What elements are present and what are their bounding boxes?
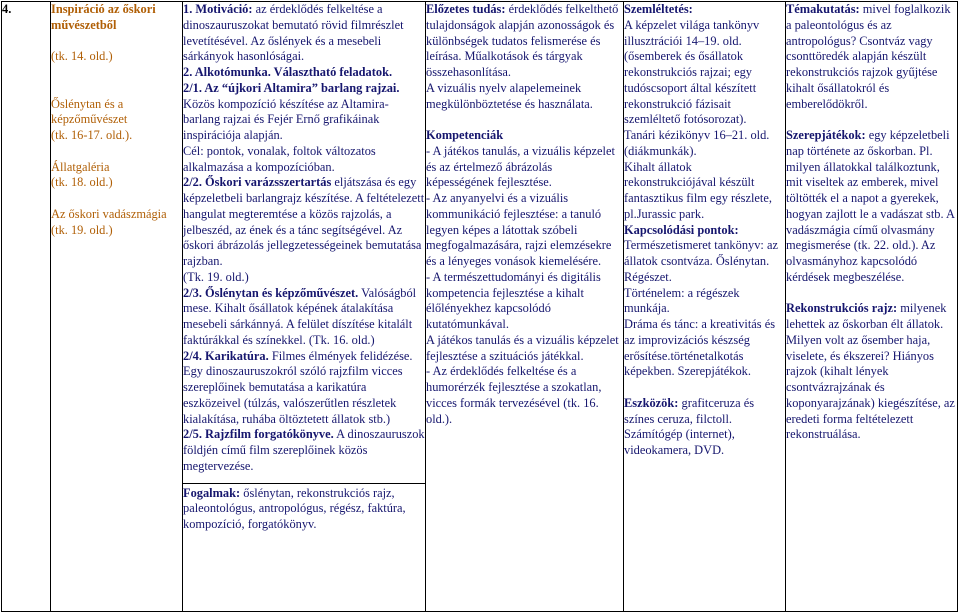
topic-title-ref: (tk. 14. old.) bbox=[51, 49, 113, 64]
lesson-plan-table bbox=[1, 1, 958, 612]
competency-2: - Az anyanyelvi és a vizuális kommunikáció fejlesztése: a tanuló legyen képes a látottak szóbeli megfogalmazására, rajzi elemzésekre és a lényeges vonások kiemelésére. bbox=[426, 191, 612, 268]
competency-4: A játékos tanulás és a vizuális képzelet fejlesztése a szituációs játékkal. bbox=[426, 332, 619, 363]
topic-sub1: Őslénytan és a képzőművészet bbox=[51, 96, 128, 127]
topic-sub2-ref: (tk. 18. old.) bbox=[51, 175, 113, 190]
theme-research: Témakutatás: mivel foglalkozik a paleontológus és az antropológus? Csontváz vagy csonttöredék alapján készült rekonstrukciós rajzok gyűjtése kihalt ősállatokról és emberelődökről. bbox=[786, 2, 951, 111]
activity-2-2: 2/2. Őskori varázsszertartás eljátszása és egy képzeletbeli barlangrajz készítése. A feltételezett hangulat megteremtése a közös rajzolás, a jelbeszéd, az ének és a tánc segítségével. Az őskori ábrázolás jellegzetességeinek bemutatása rajzban. bbox=[183, 175, 425, 268]
competency-3: - A természettudományi és digitális kompetencia fejlesztése a kihalt élőlényekhez kapcsolódó kutatómunkával. bbox=[426, 269, 601, 331]
links-1: Természetismeret tankönyv: az állatok csontváza. Őslénytan. Régészet. bbox=[624, 238, 778, 284]
concepts: Fogalmak: őslénytan, rekonstrukciós rajz, paleontológus, antropológus, régész, faktúra, kompozíció, forgatókönyv. bbox=[183, 485, 406, 531]
visual-aids-title: Szemléltetés: bbox=[624, 2, 693, 16]
prereq-cell bbox=[426, 2, 624, 612]
visual-aids-1: A képzelet világa tankönyv illusztrációi 14–19. old. (ősemberek és ősállatok rekonstrukciós rajzai; egy tudóscsoport által készített rekonstrukció fázisait szemléltető fotósorozat). bbox=[624, 17, 760, 127]
links-2: Történelem: a régészek munkája. bbox=[624, 285, 740, 316]
topic-title: Inspiráció az őskori művészetből bbox=[51, 2, 156, 32]
tools: Eszközök: grafitceruza és színes ceruza, filctoll. Számítógép (internet), videokamera, DVD. bbox=[624, 395, 755, 457]
visual-aids-cell bbox=[624, 2, 786, 612]
table-row bbox=[2, 2, 958, 612]
activity-2-2-ref: (Tk. 19. old.) bbox=[183, 269, 249, 284]
visual-aids-3: Kihalt állatok rekonstrukciójával készült fantasztikus film egy részlete, pl.Jurassic park. bbox=[624, 159, 772, 221]
activity-2-1-goal: Cél: pontok, vonalak, foltok változatos alkalmazása a kompozícióban. bbox=[183, 143, 376, 174]
competency-5: - Az érdeklődés felkeltése és a humorérzék fejlesztése a szokatlan, vicces formák tervezésével (tk. 16. old.). bbox=[426, 364, 602, 426]
activity-2-5: 2/5. Rajzfilm forgatókönyve. A dinoszauruszok földjén című film szereplőinek közös megtervezése. bbox=[183, 427, 425, 473]
topic-sub3-ref: (tk. 19. old.) bbox=[51, 222, 113, 237]
visual-aids-2: Tanári kézikönyv 16–21. old. (diákmunkák). bbox=[624, 128, 770, 158]
links-title: Kapcsolódási pontok: bbox=[624, 222, 739, 237]
prior-knowledge: Előzetes tudás: érdeklődés felkelthető tulajdonságok alapján azonosságok és különbségek tudatos felismerése és leírása. Műalkotások és tárgyak összehasonlítása. bbox=[426, 2, 619, 79]
activity-2-4: 2/4. Karikatúra. Filmes élmények felidézése. Egy dinoszauruszokról szóló rajzfilm vicces szereplőinek bemutatása a karikatúra eszközeivel (túlzás, valószerűtlen részletek kialakítása, ruhába öltöztetett állatok stb.) bbox=[183, 348, 413, 426]
themes-cell bbox=[786, 2, 958, 612]
activities-cell bbox=[183, 2, 426, 612]
activity-2-3: 2/3. Őslénytan és képzőművészet. Valóságból mese. Kihalt ősállatok képének átalakítása mesebeli sárkánnyá. A felület díszítése kitalált faktúrákkal és színekkel. (Tk. 16. old.) bbox=[183, 285, 417, 347]
prior-knowledge-2: A vizuális nyelv alapelemeinek megkülönböztetése és használata. bbox=[426, 80, 593, 111]
activity-1: 1. Motiváció: az érdeklődés felkeltése a dinoszauruszokat bemutató rövid filmrészlet levetítésével. Az őslények és a mesebeli sárkányok hasonlóságai. bbox=[183, 2, 404, 64]
topic-sub1-ref: (tk. 16-17. old.). bbox=[51, 128, 133, 142]
topic-sub3: Az őskori vadászmágia bbox=[51, 206, 167, 221]
row-number-cell bbox=[2, 2, 51, 612]
row-number: 4. bbox=[2, 2, 12, 16]
role-play: Szerepjátékok: egy képzeletbeli nap története az őskorban. Pl. milyen állatokkal találkoztunk, mit viseltek az emberek, mivel töltötték el a napot a gyerekek, hogyan zajlott le a vadászat stb. A vadászmágia című olvasmány megismerése (tk. 22. old.). Az olvasmányhoz kapcsolódó kérdések megbeszélése. bbox=[786, 128, 955, 284]
competencies-title: Kompetenciák bbox=[426, 128, 504, 142]
activity-2-title: 2. Alkotómunka. Választható feladatok. bbox=[183, 65, 393, 79]
concepts-box bbox=[183, 483, 426, 533]
links-3: Dráma és tánc: a kreativitás és az improvizációs készség erősítése.történetalkotás képekben. Szerepjátékok. bbox=[624, 317, 776, 379]
topic-sub2: Állatgaléria bbox=[51, 159, 110, 174]
competency-1: - A játékos tanulás, a vizuális képzelet és az értelmező ábrázolás képességének fejlesztése. bbox=[426, 143, 615, 190]
topic-cell bbox=[51, 2, 183, 612]
reconstruction-drawing: Rekonstrukciós rajz: milyenek lehettek az őskorban élt állatok. Milyen volt az ősember haja, viselete, és ékszerei? Hiányos rajzok (kihalt lények csontvázrajzának és koponyarajzának) kiegészítése, az eredeti forma feltételezett rekonstruálása. bbox=[786, 301, 955, 442]
activity-2-1-title: 2/1. Az “újkori Altamira” barlang rajzai. Közös kompozíció készítése az Altamira-barlang rajzai és Fejér Ernő grafikáinak inspirációja alapján. bbox=[183, 80, 400, 142]
